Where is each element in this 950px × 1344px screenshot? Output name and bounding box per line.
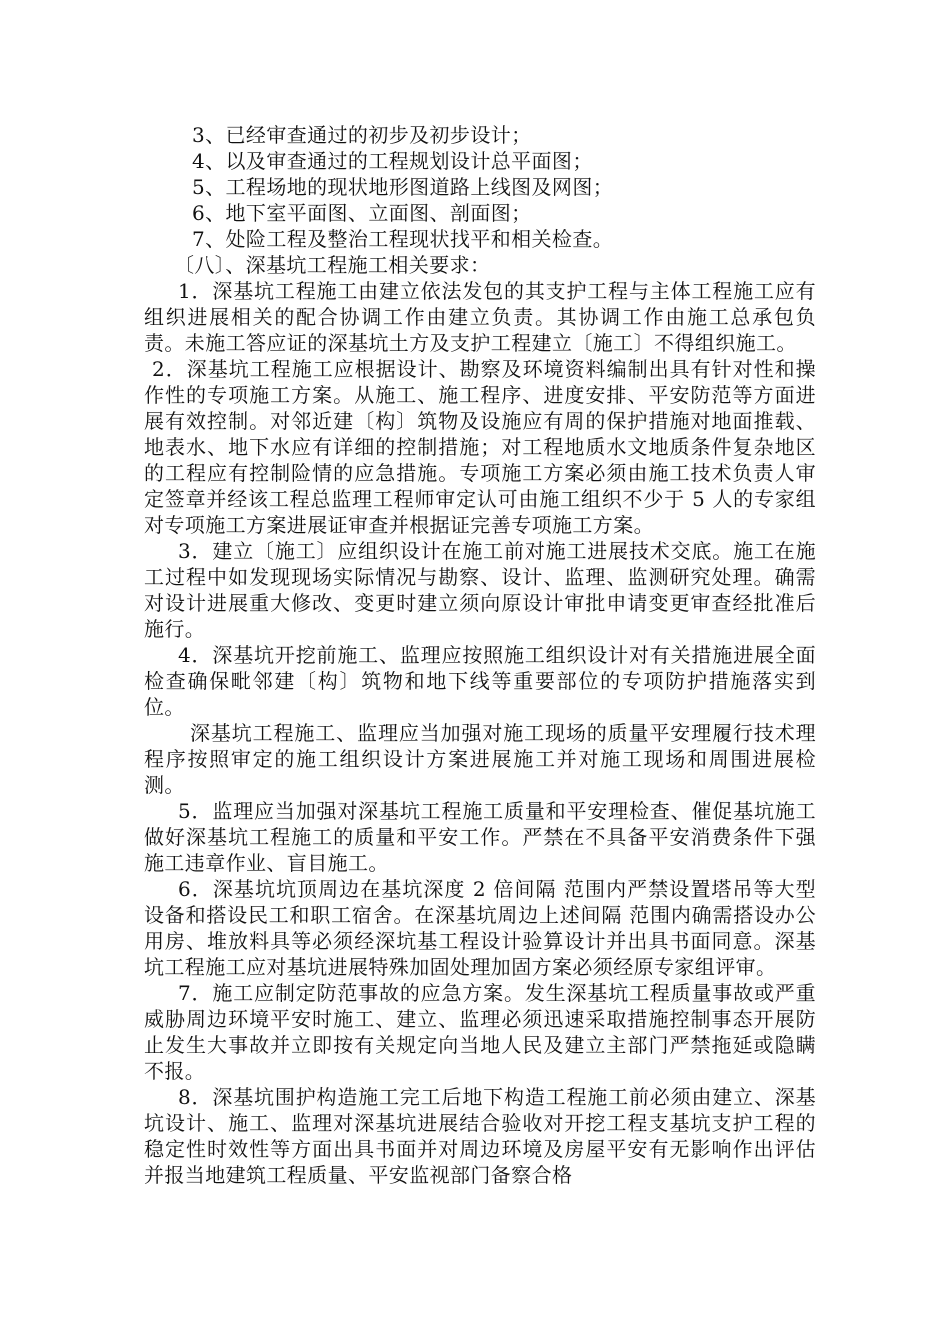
list-item: 5、工程场地的现状地形图道路上线图及网图； (192, 175, 614, 199)
list-item: 7、处险工程及整治工程现状找平和相关检查。 (192, 227, 614, 251)
paragraph-3: 3．建立〔施工〕应组织设计在施工前对施工进展技术交底。施工在施工过程中如发现现场实际情况与勘察、设计、监理、监测研究处理。确需对设计进展重大修改、变更时建立须向原设计审批申请变更审查经批准后施行。 (144, 539, 816, 641)
paragraph-1: 1．深基坑工程施工由建立依法发包的其支护工程与主体工程施工应有组织进展相关的配合协调工作由建立负责。其协调工作由施工总承包负责。未施工答应证的深基坑土方及支护工程建立〔施工〕不得组织施工。 (144, 279, 816, 355)
list-item: 3、已经审查通过的初步及初步设计； (192, 123, 532, 147)
document-body (144, 122, 816, 1188)
paragraph-4b: 深基坑工程施工、监理应当加强对施工现场的质量平安理履行技术理程序按照审定的施工组织设计方案进展施工并对施工现场和周围进展检测。 (144, 721, 816, 797)
section-heading: 〔八〕、深基坑工程施工相关要求： (174, 253, 491, 277)
paragraph-6: 6．深基坑坑顶周边在基坑深度 2 倍间隔 范围内严禁设置塔吊等大型设备和搭设民工和职工宿舍。在深基坑周边上述间隔 范围内确需搭设办公用房、堆放料具等必须经深坑基工程设计验算设计并出具书面同意。深基坑工程施工应对基坑进展特殊加固处理加固方案必须经原专家组评审。 (144, 877, 816, 979)
paragraph-8: 8．深基坑围护构造施工完工后地下构造工程施工前必须由建立、深基坑设计、施工、监理对深基坑进展结合验收对开挖工程支基坑支护工程的稳定性时效性等方面出具书面并对周边环境及房屋平安有无影响作出评估并报当地建筑工程质量、平安监视部门备察合格 (144, 1085, 816, 1187)
list-item: 4、以及审查通过的工程规划设计总平面图； (192, 149, 593, 173)
paragraph-7: 7．施工应制定防范事故的应急方案。发生深基坑工程质量事故或严重威胁周边环境平安时施工、建立、监理必须迅速采取措施控制事态开展防止发生大事故并立即按有关规定向当地人民及建立主部门严禁拖延或隐瞒不报。 (144, 981, 816, 1083)
list-item: 6、地下室平面图、立面图、剖面图； (192, 201, 532, 225)
paragraph-5: 5．监理应当加强对深基坑工程施工质量和平安理检查、催促基坑施工做好深基坑工程施工的质量和平安工作。严禁在不具备平安消费条件下强施工违章作业、盲目施工。 (144, 799, 816, 875)
paragraph-4: 4．深基坑开挖前施工、监理应按照施工组织设计对有关措施进展全面检查确保毗邻建〔构〕筑物和地下线等重要部位的专项防护措施落实到位。 (144, 643, 816, 719)
paragraph-2: 2．深基坑工程施工应根据设计、勘察及环境资料编制出具有针对性和操作性的专项施工方案。从施工、施工程序、进度安排、平安防范等方面进展有效控制。对邻近建〔构〕筑物及设施应有周的保护措施对地面推载、地表水、地下水应有详细的控制措施；对工程地质水文地质条件复杂地区的工程应有控制险情的应急措施。专项施工方案必须由施工技术负责人审定签章并经该工程总监理工程师审定认可由施工组织不少于 5 人的专家组对专项施工方案进展证审查并根据证完善专项施工方案。 (144, 357, 816, 537)
